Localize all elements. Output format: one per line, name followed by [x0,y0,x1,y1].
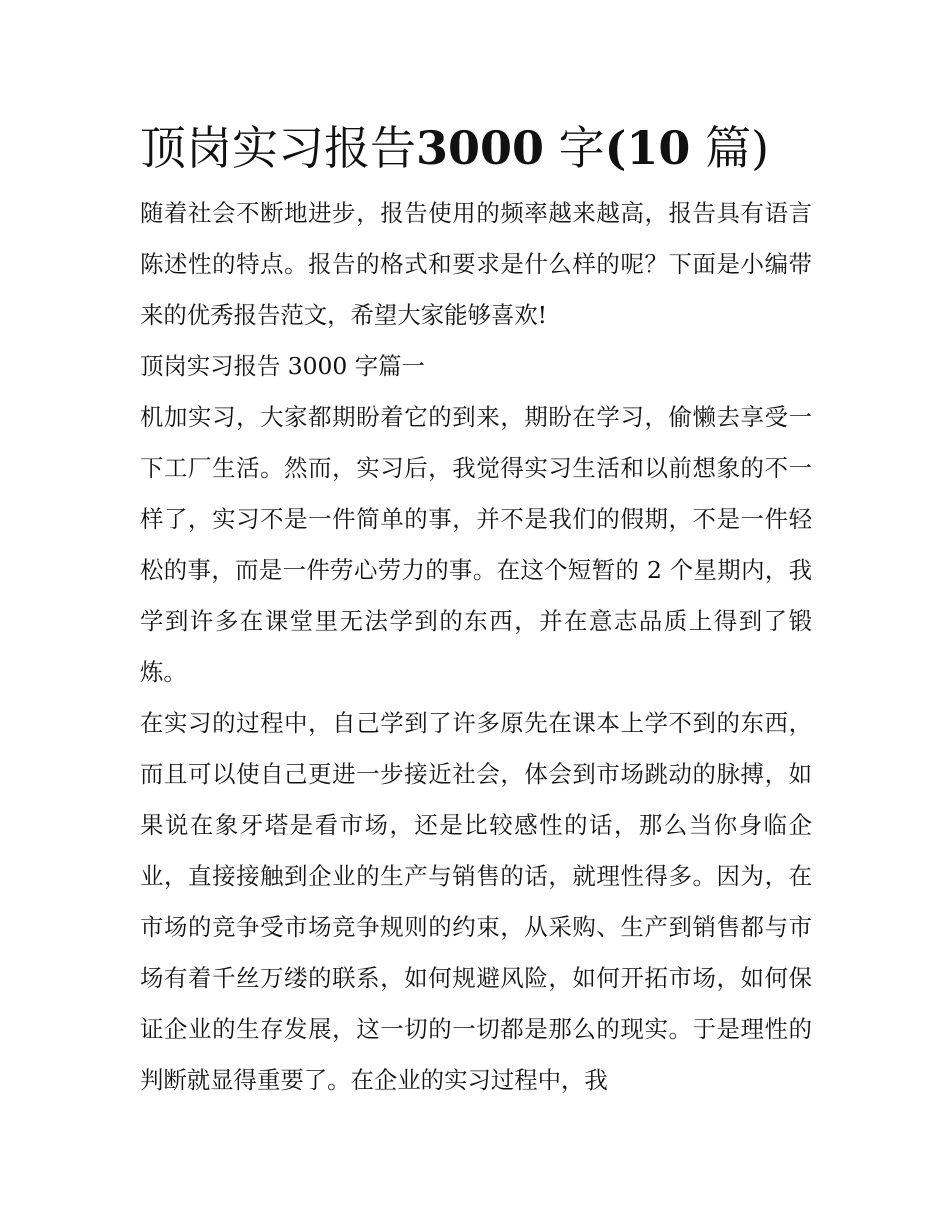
title-text-2: 字 [558,121,605,175]
intro-paragraph: 随着社会不断地进步，报告使用的频率越来越高，报告具有语言陈述性的特点。报告的格式和要求是什么样的呢？下面是小编带来的优秀报告范文，希望大家能够喜欢! [140,199,812,329]
document-page [140,110,812,1106]
title-text-1: 顶岗实习报告 [140,121,416,175]
title-number: 3000 [416,121,545,175]
title-text-3: 篇) [705,121,770,175]
section-heading: 顶岗实习报告 3000 字篇一 [140,352,425,380]
body-paragraph-2: 在实习的过程中，自己学到了许多原先在课本上学不到的东西，而且可以使自己更进一步接近社会，体会到市场跳动的脉搏，如果说在象牙塔是看市场，还是比较感性的话，那么当你身临企业，直接接触到企业的生产与销售的话，就理性得多。因为，在市场的竞争受市场竞争规则的约束，从采购、生产到销售都与市场有着千丝万缕的联系，如何规避风险，如何开拓市场，如何保证企业的生存发展，这一切的一切都是那么的现实。于是理性的判断就显得重要了。在企业的实习过程中，我 [140,709,812,1094]
document-title [140,110,812,186]
title-count: (10 [604,121,691,175]
body-paragraph-1: 机加实习，大家都期盼着它的到来，期盼在学习，偷懒去享受一下工厂生活。然而，实习后，我觉得实习生活和以前想象的不一样了，实习不是一件简单的事，并不是我们的假期，不是一件轻松的事，而是一件劳心劳力的事。在这个短暂的 2 个星期内，我学到许多在课堂里无法学到的东西，并在意志品质上得到了锻炼。 [140,403,812,686]
